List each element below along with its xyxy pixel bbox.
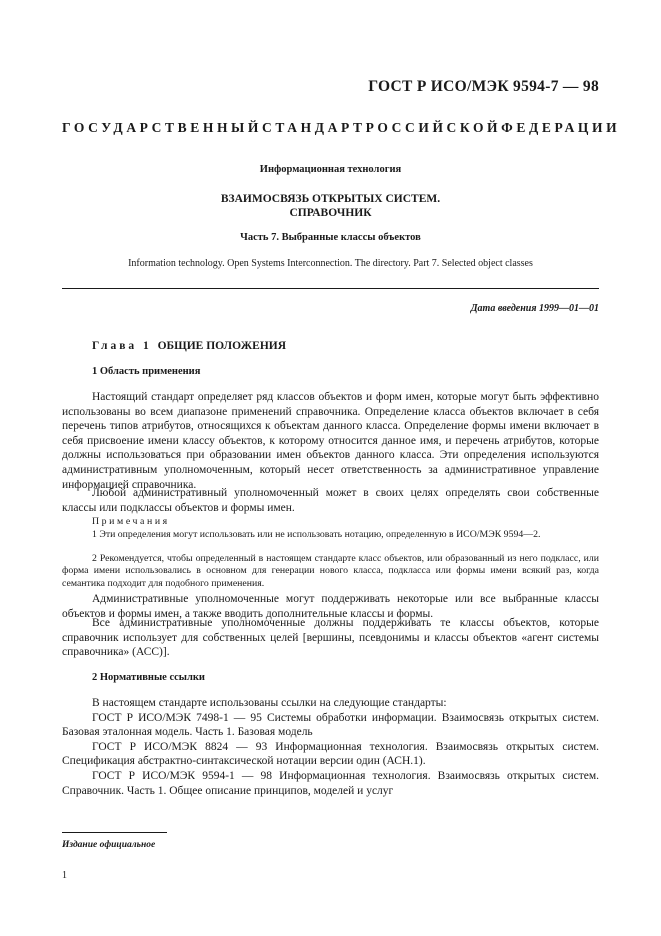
subject-heading: Информационная технология bbox=[259, 164, 402, 175]
section-1-heading: 1 Область применения bbox=[92, 366, 201, 377]
notes-heading: Примечания bbox=[92, 516, 170, 527]
title-line-2: СПРАВОЧНИК bbox=[289, 207, 372, 219]
references-intro: В настоящем стандарте использованы ссылки на следующие стандарты: bbox=[92, 697, 447, 709]
title-line-1: ВЗАИМОСВЯЗЬ ОТКРЫТЫХ СИСТЕМ. bbox=[220, 193, 441, 205]
state-standard-word: РОССИЙСКОЙ bbox=[365, 120, 502, 135]
reference-item: ГОСТ Р ИСО/МЭК 9594-1 — 98 Информационная технология. Взаимосвязь открытых систем. Справочник. Часть 1. Общее описание принципов, моделей и услуг bbox=[62, 769, 599, 797]
footer-divider bbox=[62, 832, 167, 833]
reference-item: ГОСТ Р ИСО/МЭК 8824 — 93 Информационная технология. Взаимосвязь открытых систем. Спецификация абстрактно-синтаксической нотации версии один (АСН.1). bbox=[62, 740, 599, 768]
effective-date: Дата введения 1999—01—01 bbox=[470, 303, 599, 314]
official-edition-label: Издание официальное bbox=[62, 840, 156, 850]
chapter-title: ОБЩИЕ ПОЛОЖЕНИЯ bbox=[157, 340, 287, 352]
section-1-paragraph-4: Все административные уполномоченные должны поддерживать те классы объектов, которые справочник использует для собственных целей [вершины, псевдонимы и классы объектов «агент системы справочника» (АСС)]. bbox=[62, 617, 599, 659]
section-2-heading: 2 Нормативные ссылки bbox=[92, 672, 205, 683]
title-divider bbox=[62, 288, 599, 289]
note-2: 2 Рекомендуется, чтобы определенный в настоящем стандарте класс объектов, или образованный из него подкласс, или форма имени использовались в основном для генерации нового класса, подкласса или формы имени всякий раз, когда семантика подходит для подобного применения. bbox=[62, 553, 599, 589]
note-1: 1 Эти определения могут использовать или не использовать нотацию, определенную в ИСО/МЭК 9594—2. bbox=[92, 529, 541, 540]
document-code: ГОСТ Р ИСО/МЭК 9594-7 — 98 bbox=[368, 78, 599, 95]
state-standard-word: ГОСУДАРСТВЕННЫЙ bbox=[62, 120, 263, 135]
section-1-paragraph-1: Настоящий стандарт определяет ряд классов объектов и форм имен, которые могут быть эффективно использованы во всем диапазоне применений справочника. Определение класса объектов включает в себя перечень типов атрибутов, относящихся к объектам данного класса. Определение формы имени включает в себя присвоение имени классу объектов, к которому относится данное имя, и перечень атрибутов, которые должны использоваться при образовании имен объектов данного класса. Эти определения используются административным уполномоченным, который несет ответственность за административное управление информацией справочника. bbox=[62, 391, 599, 491]
section-1-paragraph-2: Любой административный уполномоченный может в своих целях определять свои собственные классы или подклассы объектов и формы имен. bbox=[62, 487, 599, 514]
state-standard-word: СТАНДАРТ bbox=[262, 120, 366, 135]
part-title: Часть 7. Выбранные классы объектов bbox=[240, 232, 421, 243]
chapter-prefix: Глава 1 bbox=[92, 340, 152, 352]
english-title: Information technology. Open Systems Interconnection. The directory. Part 7. Selected object classes bbox=[128, 258, 533, 269]
document-title bbox=[62, 192, 599, 220]
chapter-heading bbox=[92, 340, 286, 352]
state-standard-line bbox=[62, 120, 621, 136]
state-standard-word: ФЕДЕРАЦИИ bbox=[501, 120, 621, 135]
references-list bbox=[62, 696, 599, 798]
reference-item: ГОСТ Р ИСО/МЭК 7498-1 — 95 Системы обработки информации. Взаимосвязь открытых систем. Базовая эталонная модель. Часть 1. Базовая модель bbox=[62, 711, 599, 739]
section-1-paragraph-3: Административные уполномоченные могут поддерживать некоторые или все выбранные классы объектов и формы имен, а также вводить дополнительные классы и формы. bbox=[62, 593, 599, 620]
page-number: 1 bbox=[62, 870, 67, 881]
